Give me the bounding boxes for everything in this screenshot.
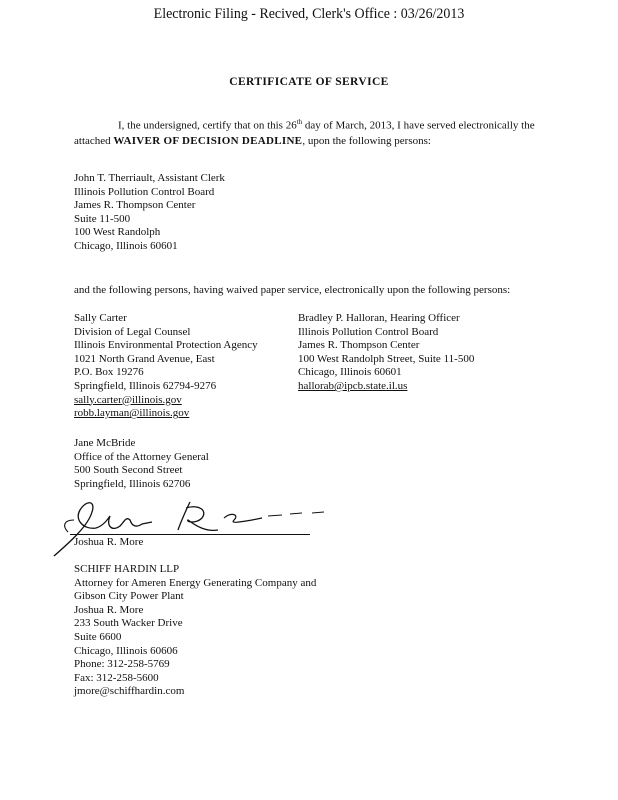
ag-line: 500 South Second Street [74, 464, 183, 477]
contact-line: Chicago, Illinois 60601 [298, 366, 402, 379]
document-title: WAIVER OF DECISION DEADLINE [113, 134, 303, 147]
intro-part1: I, the undersigned, certify that on this 26 [118, 119, 297, 132]
contact-line: Bradley P. Halloran, Hearing Officer [298, 312, 460, 324]
electronic-filing-stamp: Electronic Filing - Recived, Clerk's Office : 03/26/2013 [153, 6, 465, 22]
firm-line: Gibson City Power Plant [74, 590, 184, 603]
firm-line: Attorney for Ameren Energy Generating Company and [74, 576, 317, 589]
clerk-line: James R. Thompson Center [74, 199, 196, 212]
clerk-line: Chicago, Illinois 60601 [74, 239, 178, 252]
signature-line [70, 534, 310, 535]
firm-line: Chicago, Illinois 60606 [74, 644, 178, 657]
email-link-halloran[interactable]: hallorab@ipcb.state.il.us [298, 379, 408, 392]
contact-line: Division of Legal Counsel [74, 325, 191, 338]
certificate-title: CERTIFICATE OF SERVICE [229, 76, 389, 88]
clerk-address-block [74, 172, 225, 254]
contact-line: Illinois Environmental Protection Agency [74, 339, 258, 352]
ag-line: Office of the Attorney General [74, 450, 209, 463]
email-link-robb-layman[interactable]: robb.layman@illinois.gov [74, 407, 190, 420]
contact-line: 1021 North Grand Avenue, East [74, 352, 215, 365]
contact-line: Springfield, Illinois 62794-9276 [74, 379, 217, 392]
clerk-line: Illinois Pollution Control Board [74, 185, 215, 198]
contact-line: James R. Thompson Center [298, 339, 420, 352]
intro-part2: day of March, 2013, I have served electronically the attached [74, 119, 535, 147]
clerk-line: Suite 11-500 [74, 212, 131, 225]
service-contact-right [298, 312, 474, 394]
contact-line: 100 West Randolph Street, Suite 11-500 [298, 352, 475, 365]
contact-line: Illinois Pollution Control Board [298, 325, 439, 338]
firm-line: SCHIFF HARDIN LLP [74, 563, 180, 575]
intro-sup: th [296, 118, 303, 126]
firm-line: 233 South Wacker Drive [74, 617, 183, 630]
attorney-general-block [74, 437, 209, 491]
intro-part3: , upon the following persons: [302, 134, 431, 147]
ag-line: Springfield, Illinois 62706 [74, 477, 191, 490]
clerk-line: 100 West Randolph [74, 226, 161, 239]
clerk-line: John T. Therriault, Assistant Clerk [74, 172, 225, 184]
waived-service-text: and the following persons, having waived paper service, electronically upon the following persons: [74, 284, 511, 296]
fax-number: Fax: 312-258-5600 [74, 671, 159, 684]
contact-line: Sally Carter [74, 312, 127, 324]
phone-number: Phone: 312-258-5769 [74, 658, 170, 671]
intro-paragraph [74, 115, 550, 149]
firm-email[interactable]: jmore@schiffhardin.com [74, 685, 185, 698]
firm-line: Joshua R. More [74, 603, 144, 616]
firm-block [74, 563, 316, 699]
contact-line: P.O. Box 19276 [74, 366, 144, 379]
ag-line: Jane McBride [74, 437, 136, 449]
service-contact-left [74, 312, 258, 421]
signer-name: Joshua R. More [74, 536, 144, 548]
email-link-sally-carter[interactable]: sally.carter@illinois.gov [74, 393, 182, 406]
firm-line: Suite 6600 [74, 630, 122, 643]
